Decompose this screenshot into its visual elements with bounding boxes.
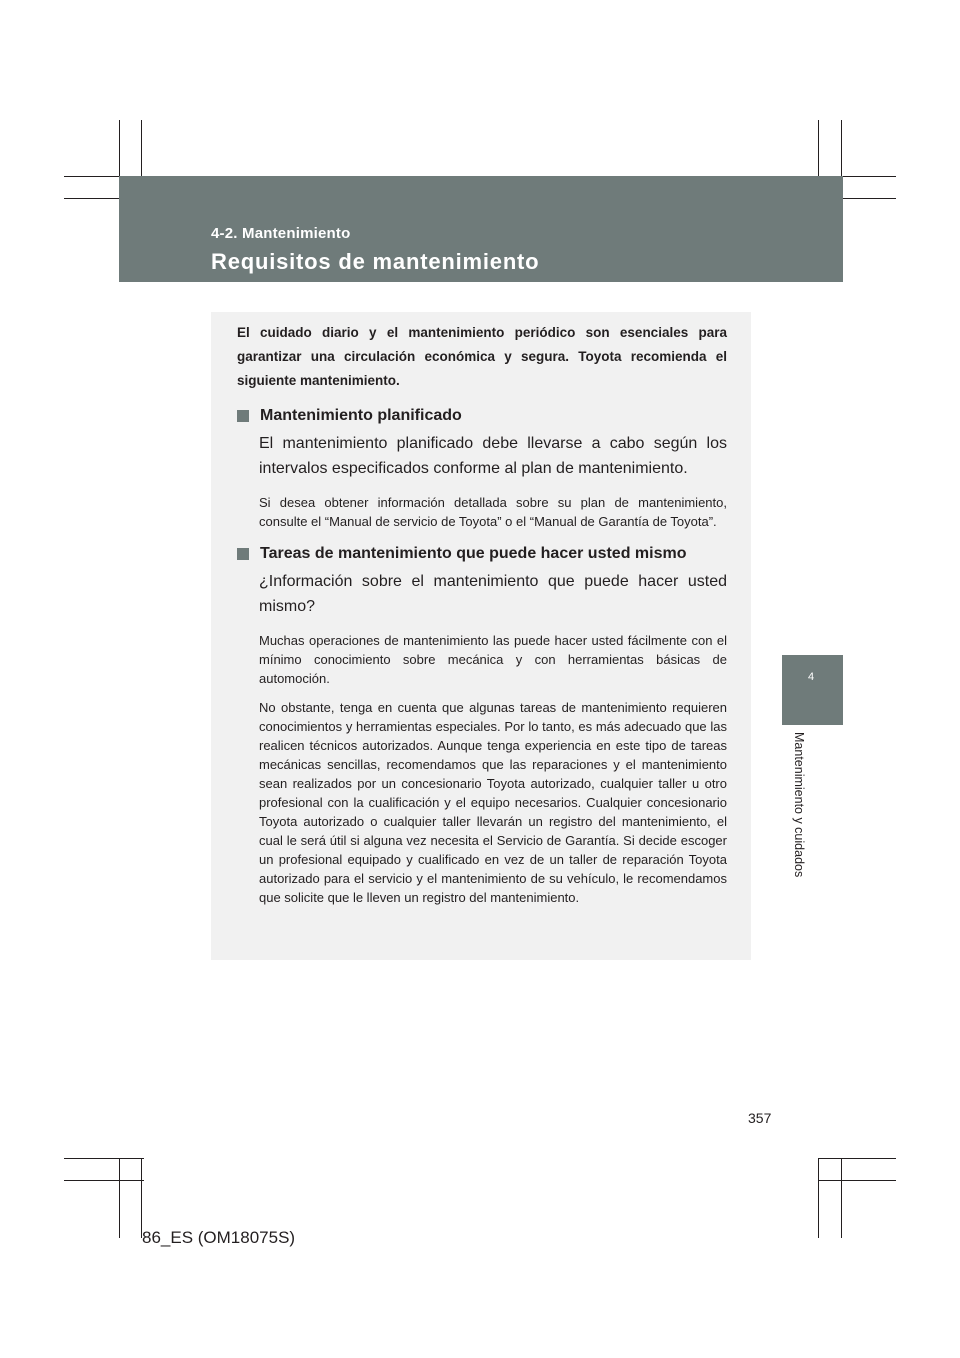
- crop-mark: [841, 1158, 842, 1238]
- crop-mark: [818, 1180, 896, 1181]
- page-title: Requisitos de mantenimiento: [211, 249, 540, 274]
- page-number: 357: [748, 1110, 772, 1126]
- crop-mark: [818, 1158, 819, 1238]
- header-band: [119, 176, 843, 282]
- square-bullet-icon: [237, 410, 249, 422]
- section-body: El mantenimiento planificado debe llevarse a cabo según los intervalos especificados conforme al plan de mantenimiento.: [259, 435, 727, 477]
- section-note: No obstante, tenga en cuenta que algunas tareas de mantenimiento requieren conocimientos y herramientas especiales. Por lo tanto, es más adecuado que las realicen técnicos autorizados. Aunque tenga experiencia en este tipo de tareas mecánicas sencillas, recomendamos que las reparaciones y el mantenimiento sean realizados por un concesionario Toyota autorizado, cualquier taller u otro profesional con la cualificación y el equipo necesarios. Cualquier concesionario Toyota autorizado o cualquier taller llevarán un registro del mantenimiento, el cual le será útil si alguna vez necesita el Servicio de Garantía. Si decide escoger un profesional equipado y cualificado en vez de un taller de reparación Toyota autorizado para el servicio y el mantenimiento de su vehículo, le recomendamos que solicite que le lleven un registro del mantenimiento.: [259, 700, 727, 905]
- crop-mark: [119, 1158, 120, 1238]
- crop-mark: [64, 1158, 144, 1159]
- content-box: [211, 312, 751, 960]
- section-heading-text: Tareas de mantenimiento que puede hacer usted mismo: [260, 545, 687, 562]
- chapter-number: 4: [808, 671, 815, 683]
- section-heading: [237, 543, 727, 565]
- crop-mark: [818, 1158, 896, 1159]
- square-bullet-icon: [237, 548, 249, 560]
- section-heading-text: Mantenimiento planificado: [260, 407, 462, 424]
- document-code: 86_ES (OM18075S): [142, 1228, 296, 1247]
- section-heading: [237, 405, 727, 427]
- chapter-tab: [782, 655, 843, 725]
- crop-mark: [64, 1180, 144, 1181]
- section-note: Si desea obtener información detallada sobre su plan de mantenimiento, consulte el “Manual de servicio de Toyota” o el “Manual de Garantía de Toyota”.: [259, 495, 727, 529]
- intro-paragraph: El cuidado diario y el mantenimiento periódico son esenciales para garantizar una circulación económica y segura. Toyota recomienda el siguiente mantenimiento.: [237, 325, 727, 388]
- section-body: ¿Información sobre el mantenimiento que puede hacer usted mismo?: [259, 573, 727, 615]
- chapter-label: Mantenimiento y cuidados: [792, 732, 806, 878]
- section-label: 4-2. Mantenimiento: [211, 225, 351, 242]
- crop-mark: [141, 1158, 142, 1238]
- section-note: Muchas operaciones de mantenimiento las puede hacer usted fácilmente con el mínimo conocimiento sobre mecánica y con herramientas básicas de automoción.: [259, 633, 727, 686]
